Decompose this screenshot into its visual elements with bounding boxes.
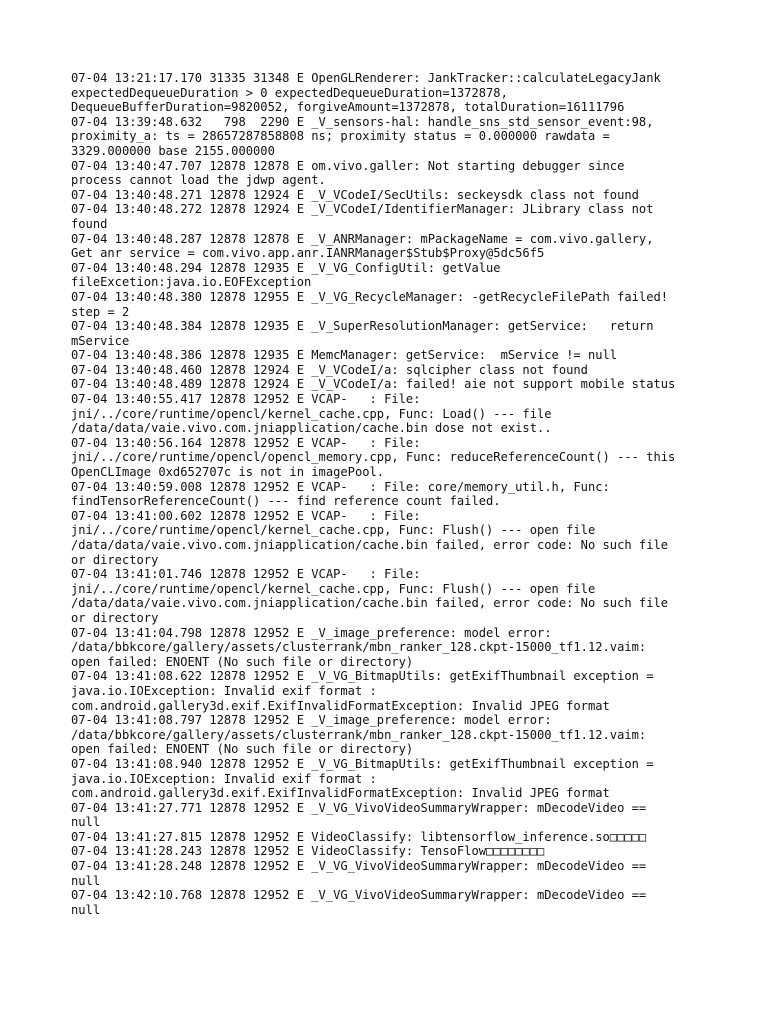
log-line: 07-04 13:40:56.164 12878 12952 E VCAP- : File: — [71, 435, 421, 450]
log-line: 3329.000000 base 2155.000000 — [71, 143, 275, 158]
log-line: step = 2 — [71, 304, 130, 319]
log-line: 07-04 13:40:48.287 12878 12878 E _V_ANRManager: mPackageName = com.vivo.gallery, — [71, 231, 654, 246]
log-line: found — [71, 216, 108, 231]
log-line: 07-04 13:40:48.294 12878 12935 E _V_VG_ConfigUtil: getValue — [71, 260, 501, 275]
log-line: 07-04 13:39:48.632 798 2290 E _V_sensors-hal: handle_sns_std_sensor_event:98, — [71, 114, 654, 129]
log-line: fileExcetion:java.io.EOFException — [71, 275, 312, 290]
log-line: 07-04 13:40:48.380 12878 12955 E _V_VG_RecycleManager: -getRecycleFilePath failed! — [71, 289, 669, 304]
log-text-block — [71, 71, 711, 917]
log-line: jni/../core/runtime/opencl/opencl_memory.cpp, Func: reduceReferenceCount() --- this — [71, 450, 676, 465]
log-line: process cannot load the jdwp agent. — [71, 173, 326, 188]
log-line: findTensorReferenceCount() --- find reference count failed. — [71, 494, 501, 509]
log-line: 07-04 13:40:48.460 12878 12924 E _V_VCodeI/a: sqlcipher class not found — [71, 362, 588, 377]
log-line: 07-04 13:41:27.771 12878 12952 E _V_VG_VivoVideoSummaryWrapper: mDecodeVideo == — [71, 800, 647, 815]
log-line: /data/bbkcore/gallery/assets/clusterrank/mbn_ranker_128.ckpt-15000_tf1.12.vaim: — [71, 727, 647, 742]
log-line: 07-04 13:41:00.602 12878 12952 E VCAP- : File: — [71, 508, 421, 523]
log-line: 07-04 13:41:08.622 12878 12952 E _V_VG_BitmapUtils: getExifThumbnail exception = — [71, 669, 654, 684]
log-line: /data/bbkcore/gallery/assets/clusterrank/mbn_ranker_128.ckpt-15000_tf1.12.vaim: — [71, 640, 647, 655]
log-line: 07-04 13:40:48.489 12878 12924 E _V_VCodeI/a: failed! aie not support mobile status — [71, 377, 676, 392]
log-line: com.android.gallery3d.exif.ExifInvalidFormatException: Invalid JPEG format — [71, 786, 610, 801]
log-line: jni/../core/runtime/opencl/kernel_cache.cpp, Func: Load() --- file — [71, 406, 552, 421]
log-line: /data/data/vaie.vivo.com.jniapplication/cache.bin failed, error code: No such file — [71, 596, 669, 611]
log-line: open failed: ENOENT (No such file or directory) — [71, 654, 414, 669]
log-line: 07-04 13:40:47.707 12878 12878 E om.vivo.galler: Not starting debugger since — [71, 158, 625, 173]
log-line: 07-04 13:40:48.384 12878 12935 E _V_SuperResolutionManager: getService: return — [71, 319, 654, 334]
log-line: or directory — [71, 610, 159, 625]
log-line: open failed: ENOENT (No such file or directory) — [71, 742, 414, 757]
log-line: jni/../core/runtime/opencl/kernel_cache.cpp, Func: Flush() --- open file — [71, 581, 596, 596]
log-line: java.io.IOException: Invalid exif format : — [71, 683, 377, 698]
log-line: 07-04 13:40:55.417 12878 12952 E VCAP- : File: — [71, 392, 421, 407]
log-line: 07-04 13:40:59.008 12878 12952 E VCAP- : File: core/memory_util.h, Func: — [71, 479, 610, 494]
log-line: 07-04 13:41:01.746 12878 12952 E VCAP- : File: — [71, 567, 421, 582]
log-line: /data/data/vaie.vivo.com.jniapplication/cache.bin failed, error code: No such file — [71, 538, 669, 552]
log-line: 07-04 13:40:48.386 12878 12935 E MemcManager: getService: mService != null — [71, 348, 618, 363]
log-line: com.android.gallery3d.exif.ExifInvalidFormatException: Invalid JPEG format — [71, 698, 610, 713]
log-line: expectedDequeueDuration > 0 expectedDequeueDuration=1372878, — [71, 85, 508, 100]
log-line: /data/data/vaie.vivo.com.jniapplication/cache.bin dose not exist.. — [71, 421, 552, 436]
log-line: Get anr service = com.vivo.app.anr.IANRManager$Stub$Proxy@5dc56f5 — [71, 246, 545, 261]
log-line: 07-04 13:41:27.815 12878 12952 E VideoClassify: libtensorflow_inference.so□□□□□ — [71, 829, 647, 844]
log-line: 07-04 13:41:08.940 12878 12952 E _V_VG_BitmapUtils: getExifThumbnail exception = — [71, 756, 654, 771]
log-line: null — [71, 902, 101, 917]
log-line: DequeueBufferDuration=9820052, forgiveAmount=1372878, totalDuration=16111796 — [71, 100, 625, 115]
log-line: 07-04 13:42:10.768 12878 12952 E _V_VG_VivoVideoSummaryWrapper: mDecodeVideo == — [71, 888, 647, 903]
log-line: OpenCLImage 0xd652707c is not in imagePool. — [71, 465, 385, 480]
log-line: 07-04 13:40:48.272 12878 12924 E _V_VCodeI/IdentifierManager: JLibrary class not — [71, 202, 654, 217]
log-line: 07-04 13:41:28.248 12878 12952 E _V_VG_VivoVideoSummaryWrapper: mDecodeVideo == — [71, 859, 647, 874]
log-line: 07-04 13:21:17.170 31335 31348 E OpenGLRenderer: JankTracker::calculateLegacyJank — [71, 71, 661, 85]
log-line: or directory — [71, 552, 159, 567]
log-line: 07-04 13:41:04.798 12878 12952 E _V_image_preference: model error: — [71, 625, 552, 640]
log-line: null — [71, 815, 101, 830]
log-line: 07-04 13:41:28.243 12878 12952 E VideoClassify: TensoFlow□□□□□□□□ — [71, 844, 545, 859]
log-line: 07-04 13:41:08.797 12878 12952 E _V_image_preference: model error: — [71, 713, 552, 728]
log-line: jni/../core/runtime/opencl/kernel_cache.cpp, Func: Flush() --- open file — [71, 523, 596, 538]
log-line: proximity_a: ts = 28657287858808 ns; proximity status = 0.000000 rawdata = — [71, 129, 610, 144]
log-line: 07-04 13:40:48.271 12878 12924 E _V_VCodeI/SecUtils: seckeysdk class not found — [71, 187, 639, 202]
log-line: null — [71, 873, 101, 888]
log-line: mService — [71, 333, 130, 348]
log-line: java.io.IOException: Invalid exif format : — [71, 771, 377, 786]
